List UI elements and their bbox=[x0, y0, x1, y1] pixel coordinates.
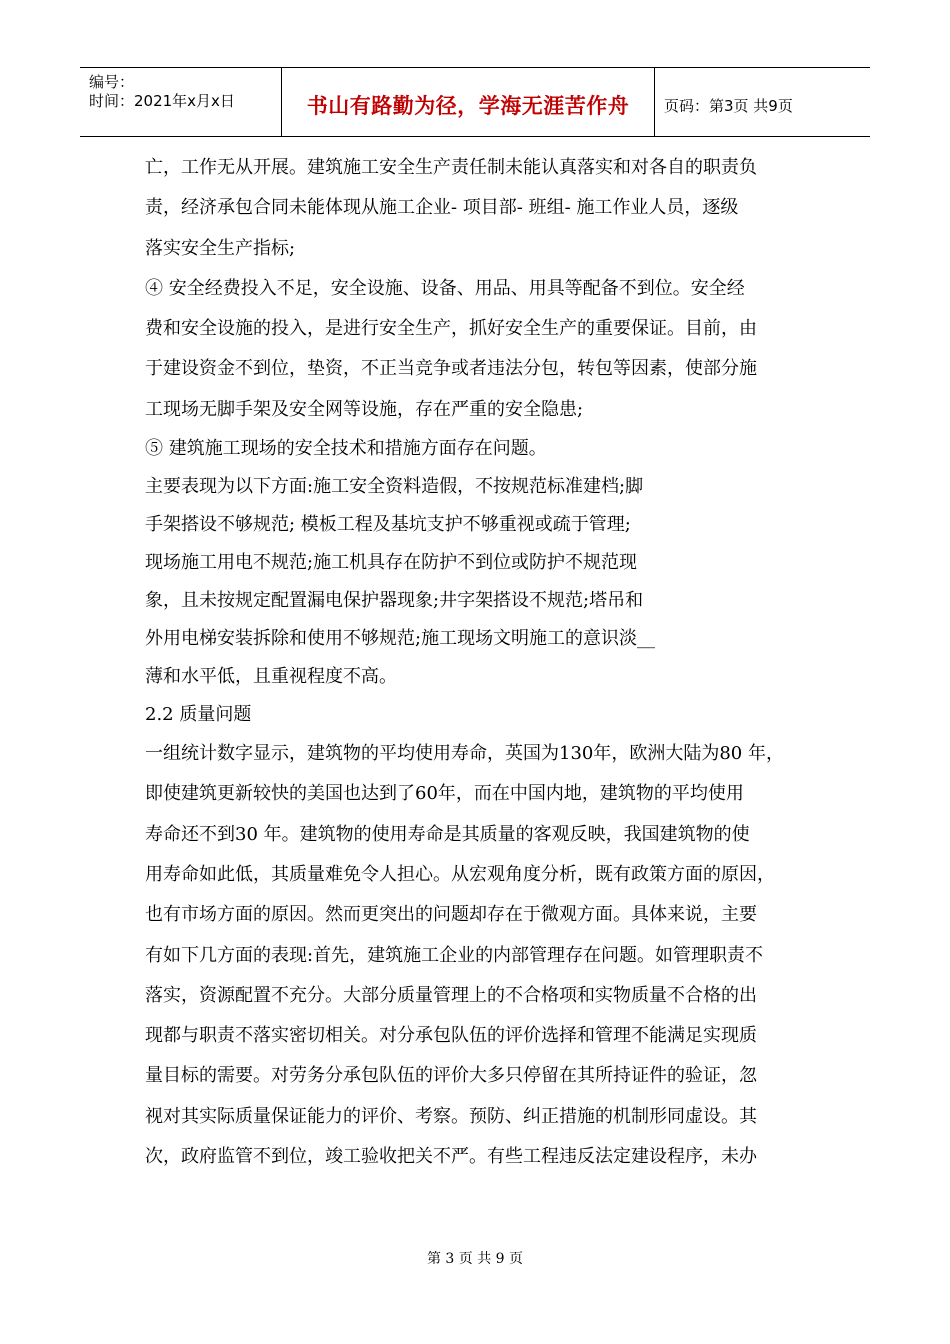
body-line: 落实，资源配置不充分。大部分质量管理上的不合格项和实物质量不合格的出 bbox=[145, 984, 757, 1006]
body-line: 一组统计数字显示，建筑物的平均使用寿命，英国为130年，欧洲大陆为80 年， bbox=[145, 743, 784, 765]
body-line: 薄和水平低，且重视程度不高。 bbox=[145, 666, 397, 688]
body-line: 象，且未按规定配置漏电保护器现象;井字架搭设不规范;塔吊和 bbox=[145, 590, 644, 612]
body-line: 量目标的需要。对劳务分承包队伍的评价大多只停留在其所持证件的验证，忽 bbox=[145, 1065, 757, 1087]
body-line: 即使建筑更新较快的美国也达到了60年，而在中国内地，建筑物的平均使用 bbox=[145, 783, 744, 805]
body-line: 视对其实际质量保证能力的评价、考察。预防、纠正措施的机制形同虚设。其 bbox=[145, 1105, 757, 1127]
header-motto-cell bbox=[282, 67, 654, 137]
body-line: 落实安全生产指标; bbox=[145, 237, 296, 259]
header-meta bbox=[89, 73, 235, 111]
header-motto: 书山有路勤为径，学海无涯苦作舟 bbox=[306, 94, 630, 118]
body-line: 手架搭设不够规范; 模板工程及基坑支护不够重视或疏于管理; bbox=[145, 514, 631, 536]
body-line: ④ 安全经费投入不足，安全设施、设备、用品、用具等配备不到位。安全经 bbox=[145, 277, 745, 299]
body-line: 于建设资金不到位，垫资，不正当竞争或者违法分包，转包等因素，使部分施 bbox=[145, 358, 757, 380]
header-page-cell bbox=[664, 67, 793, 137]
body-line: 现场施工用电不规范;施工机具存在防护不到位或防护不规范现 bbox=[145, 552, 638, 574]
document-time-label: 时间：2021年x月x日 bbox=[89, 92, 235, 110]
header-page-number: 页码：第3页 共9页 bbox=[664, 96, 793, 115]
section-heading: 2.2 质量问题 bbox=[145, 704, 252, 726]
page-header bbox=[80, 67, 870, 137]
body-line: 有如下几方面的表现:首先，建筑施工企业的内部管理存在问题。如管理职责不 bbox=[145, 944, 764, 966]
document-body bbox=[145, 148, 825, 1177]
body-line: 次，政府监管不到位，竣工验收把关不严。有些工程违反法定建设程序，未办 bbox=[145, 1146, 757, 1168]
body-line: 现都与职责不落实密切相关。对分承包队伍的评价选择和管理不能满足实现质 bbox=[145, 1025, 757, 1047]
body-line: 责，经济承包合同未能体现从施工企业- 项目部- 班组- 施工作业人员，逐级 bbox=[145, 197, 739, 219]
body-line: 也有市场方面的原因。然而更突出的问题却存在于微观方面。具体来说，主要 bbox=[145, 904, 757, 926]
body-line: 工现场无脚手架及安全网等设施，存在严重的安全隐患; bbox=[145, 398, 584, 420]
body-line: 寿命还不到30 年。建筑物的使用寿命是其质量的客观反映，我国建筑物的使 bbox=[145, 823, 750, 845]
body-line: 外用电梯安装拆除和使用不够规范;施工现场文明施工的意识淡__ bbox=[145, 628, 656, 650]
body-line: 亡，工作无从开展。建筑施工安全生产责任制未能认真落实和对各自的职责负 bbox=[145, 157, 757, 178]
body-line: 费和安全设施的投入，是进行安全生产，抓好安全生产的重要保证。目前，由 bbox=[145, 318, 757, 340]
page-footer: 第 3 页 共 9 页 bbox=[426, 1251, 524, 1267]
body-line: 用寿命如此低，其质量难免令人担心。从宏观角度分析，既有政策方面的原因， bbox=[145, 863, 775, 885]
body-line: 主要表现为以下方面:施工安全资料造假，不按规范标准建档;脚 bbox=[145, 476, 644, 498]
body-line: ⑤ 建筑施工现场的安全技术和措施方面存在问题。 bbox=[145, 438, 547, 460]
document-number-label: 编号： bbox=[89, 73, 135, 91]
header-divider bbox=[654, 68, 655, 136]
